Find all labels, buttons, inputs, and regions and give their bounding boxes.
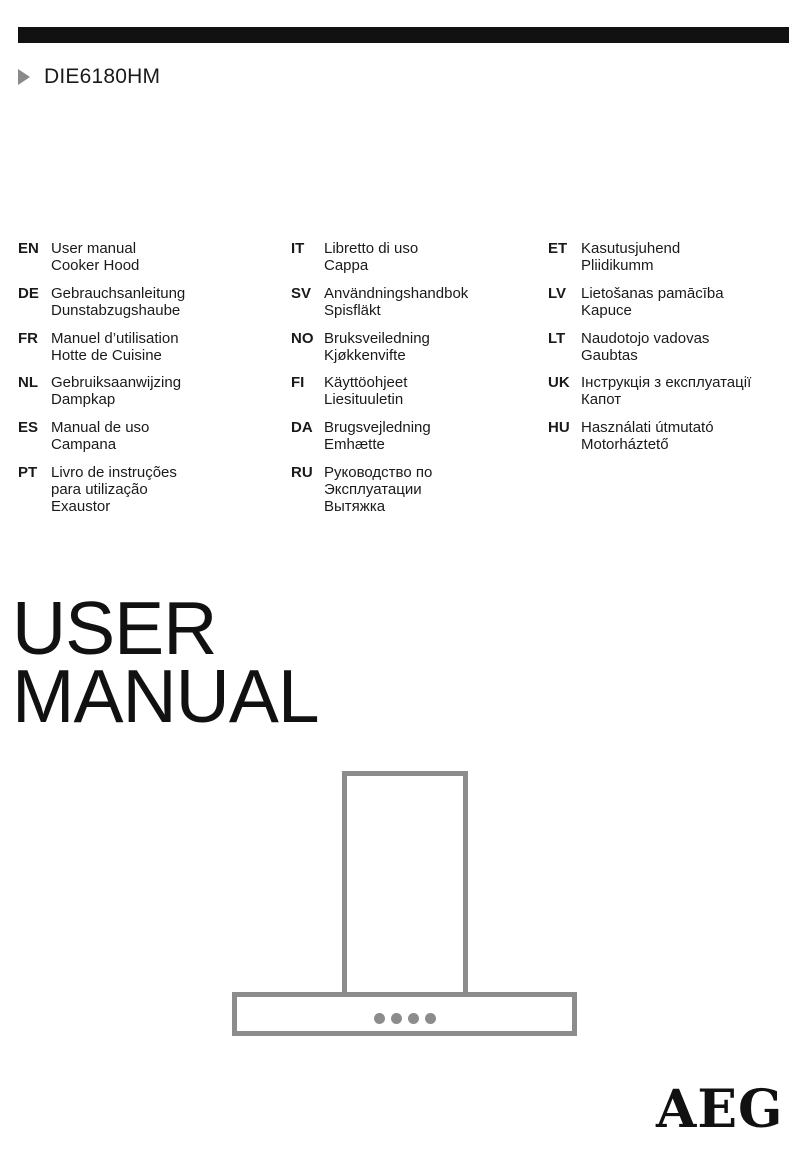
language-text-line: Emhætte xyxy=(324,436,385,453)
language-text-line: Libretto di uso xyxy=(324,240,419,257)
language-text-line: Dampkap xyxy=(51,391,116,408)
language-code: IT xyxy=(291,240,305,257)
language-text xyxy=(581,374,751,408)
language-text-line: Brugsvejledning xyxy=(324,419,431,436)
language-entry-lt xyxy=(548,330,808,364)
language-entry-de xyxy=(18,285,278,319)
language-text xyxy=(324,330,430,364)
language-entry-fi xyxy=(291,374,551,408)
language-entry-pt xyxy=(18,464,278,515)
language-code: DE xyxy=(18,285,39,302)
document-title xyxy=(12,586,319,738)
triangle-bullet-icon xyxy=(18,69,30,85)
language-text-line: Käyttöohjeet xyxy=(324,374,408,391)
language-text-line: Руководство по xyxy=(324,464,433,481)
language-text-line: Bruksveiledning xyxy=(324,330,430,347)
language-entry-en xyxy=(18,240,278,274)
language-text-line: Cappa xyxy=(324,257,369,274)
language-text-line: Gaubtas xyxy=(581,347,638,364)
language-text-line: Dunstabzugshaube xyxy=(51,302,181,319)
language-code: PT xyxy=(18,464,38,481)
model-number: DIE6180HM xyxy=(44,65,161,88)
language-text-line: Naudotojo vadovas xyxy=(581,330,710,347)
language-text-line: Liesituuletin xyxy=(324,391,404,408)
language-text-line: Spisfläkt xyxy=(324,302,381,319)
language-text-line: Gebruiksaanwijzing xyxy=(51,374,182,391)
language-text xyxy=(324,464,432,515)
language-text xyxy=(51,285,185,319)
hood-button-dot xyxy=(408,1013,419,1024)
language-code: NL xyxy=(18,374,38,391)
language-text xyxy=(51,240,139,274)
language-text-line: Hotte de Cuisine xyxy=(51,347,162,364)
model-row xyxy=(18,63,160,91)
language-text-line: Інструкція з експлуатації xyxy=(581,374,752,391)
language-text-line: para utilização xyxy=(51,481,148,498)
language-text-line: Эксплуатации xyxy=(324,481,422,498)
language-entry-no xyxy=(291,330,551,364)
language-text-line: Használati útmutató xyxy=(581,419,714,436)
language-code: UK xyxy=(548,374,570,391)
cooker-hood-illustration xyxy=(232,771,577,1036)
language-entry-fr xyxy=(18,330,278,364)
language-text-line: Kasutusjuhend xyxy=(581,240,681,257)
language-entry-da xyxy=(291,419,551,453)
hood-button-dot xyxy=(425,1013,436,1024)
language-text-line: Cooker Hood xyxy=(51,257,140,274)
title-line-2: MANUAL xyxy=(12,654,319,738)
language-text xyxy=(51,464,177,515)
title-line-1: USER xyxy=(12,586,217,670)
language-text-line: Manual de uso xyxy=(51,419,150,436)
language-entry-it xyxy=(291,240,551,274)
language-text-line: Вытяжка xyxy=(324,498,386,515)
language-entry-et xyxy=(548,240,808,274)
language-code: FR xyxy=(18,330,38,347)
language-text xyxy=(324,240,418,274)
language-text-line: Livro de instruções xyxy=(51,464,177,481)
language-text xyxy=(581,285,724,319)
language-code: EN xyxy=(18,240,39,257)
language-text xyxy=(581,419,714,453)
language-code: LT xyxy=(548,330,566,347)
language-entry-uk xyxy=(548,374,808,408)
language-entry-nl xyxy=(18,374,278,408)
language-text xyxy=(51,330,179,364)
language-text-line: Användningshandbok xyxy=(324,285,469,302)
language-code: HU xyxy=(548,419,570,436)
language-text xyxy=(581,330,709,364)
language-code: ES xyxy=(18,419,39,436)
language-text-line: Exaustor xyxy=(51,498,111,515)
language-code: SV xyxy=(291,285,312,302)
language-text-line: Pliidikumm xyxy=(581,257,654,274)
brand-logo: AEG xyxy=(656,1079,784,1140)
language-text xyxy=(51,374,181,408)
hood-chimney xyxy=(342,771,468,997)
language-text-line: Kjøkkenvifte xyxy=(324,347,406,364)
header-bar xyxy=(18,27,789,43)
language-text xyxy=(324,374,407,408)
language-code: FI xyxy=(291,374,305,391)
language-entry-ru xyxy=(291,464,551,515)
language-text-line: Lietošanas pamācība xyxy=(581,285,724,302)
language-code: RU xyxy=(291,464,313,481)
language-text-line: Campana xyxy=(51,436,117,453)
hood-button-dot xyxy=(374,1013,385,1024)
language-text-line: Kapuce xyxy=(581,302,632,319)
hood-control-buttons xyxy=(374,1013,436,1024)
hood-button-dot xyxy=(391,1013,402,1024)
language-text-line: Manuel d’utilisation xyxy=(51,330,179,347)
language-code: NO xyxy=(291,330,314,347)
language-code: DA xyxy=(291,419,313,436)
language-entry-hu xyxy=(548,419,808,453)
language-text xyxy=(51,419,149,453)
language-code: LV xyxy=(548,285,567,302)
language-text-line: User manual xyxy=(51,240,137,257)
language-text-line: Капот xyxy=(581,391,622,408)
language-text xyxy=(581,240,680,274)
language-code: ET xyxy=(548,240,568,257)
language-entry-es xyxy=(18,419,278,453)
language-entry-sv xyxy=(291,285,551,319)
language-entry-lv xyxy=(548,285,808,319)
language-text xyxy=(324,285,468,319)
language-text-line: Motorháztető xyxy=(581,436,669,453)
hood-canopy xyxy=(232,992,577,1036)
language-text-line: Gebrauchsanleitung xyxy=(51,285,186,302)
language-text xyxy=(324,419,431,453)
